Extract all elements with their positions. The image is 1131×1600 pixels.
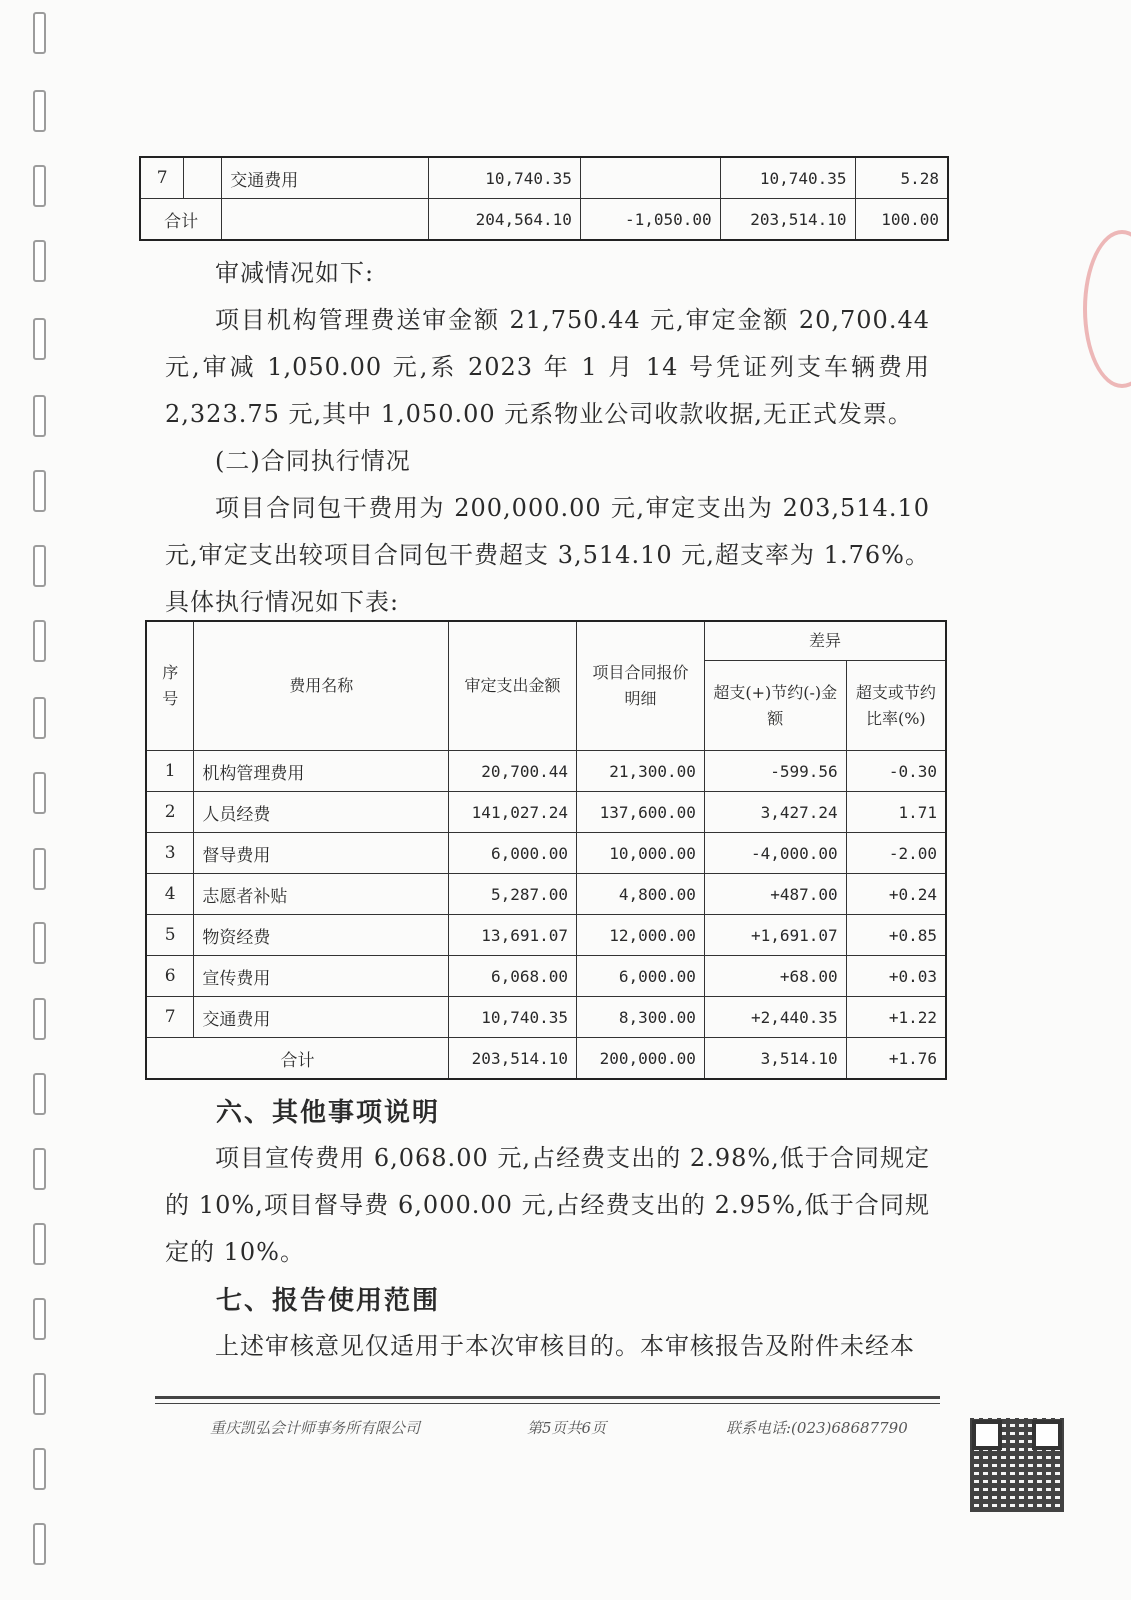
row-approved: 6,068.00 (449, 956, 577, 997)
section6-text: 项目宣传费用 6,068.00 元,占经费支出的 2.98%,低于合同规定的 10%,项目督导费 6,000.00 元,占经费支出的 2.95%,低于合同规定的 10%。 (165, 1144, 930, 1266)
row-diff: -4,000.00 (704, 833, 846, 874)
contract-execution-table (145, 620, 947, 1080)
table-row (140, 157, 948, 199)
header-diff: 差异 (704, 621, 946, 661)
table-row (146, 915, 946, 956)
row-name: 交通费用 (222, 157, 429, 199)
row-contract: 10,000.00 (577, 833, 705, 874)
row-approved: 5,287.00 (449, 874, 577, 915)
row-submitted: 10,740.35 (429, 157, 581, 199)
row-ratio: +0.85 (846, 915, 946, 956)
total-ratio: +1.76 (846, 1038, 946, 1080)
row-approved: 13,691.07 (449, 915, 577, 956)
footer-firm: 重庆凯弘会计师事务所有限公司 (210, 1419, 421, 1437)
table-row (146, 751, 946, 792)
row-no: 4 (146, 874, 194, 915)
total-label: 合计 (146, 1038, 449, 1080)
row-approved: 20,700.44 (449, 751, 577, 792)
table-header-row (146, 621, 946, 661)
reduction-intro: 审减情况如下: (215, 259, 375, 287)
row-contract: 6,000.00 (577, 956, 705, 997)
row-ratio: -2.00 (846, 833, 946, 874)
row-name: 人员经费 (194, 792, 449, 833)
row-name: 机构管理费用 (194, 751, 449, 792)
total-ratio: 100.00 (855, 199, 948, 241)
row-diff: +487.00 (704, 874, 846, 915)
row-contract: 12,000.00 (577, 915, 705, 956)
red-seal-stamp (1083, 230, 1131, 388)
binding-holes (33, 0, 47, 1600)
row-no: 7 (146, 997, 194, 1038)
header-no: 序号 (146, 621, 194, 751)
row-no: 1 (146, 751, 194, 792)
row-name: 志愿者补贴 (194, 874, 449, 915)
row-no: 5 (146, 915, 194, 956)
row-ratio: +0.24 (846, 874, 946, 915)
total-label: 合计 (140, 199, 222, 241)
total-approved: 203,514.10 (720, 199, 855, 241)
row-no: 3 (146, 833, 194, 874)
section7-text: 上述审核意见仅适用于本次审核目的。本审核报告及附件未经本 (215, 1332, 915, 1360)
row-contract: 21,300.00 (577, 751, 705, 792)
row-no: 6 (146, 956, 194, 997)
row-approved: 10,740.35 (449, 997, 577, 1038)
row-contract: 8,300.00 (577, 997, 705, 1038)
footer-phone: 联系电话:(023)68687790 (726, 1419, 908, 1437)
row-contract: 4,800.00 (577, 874, 705, 915)
row-ratio: +0.03 (846, 956, 946, 997)
total-diff: 3,514.10 (704, 1038, 846, 1080)
table-row (146, 997, 946, 1038)
contract-heading: (二)合同执行情况 (215, 447, 411, 475)
footer-divider (155, 1396, 940, 1399)
row-approved: 10,740.35 (720, 157, 855, 199)
header-contract: 项目合同报价明细 (577, 621, 705, 751)
total-contract: 200,000.00 (577, 1038, 705, 1080)
row-ratio: 1.71 (846, 792, 946, 833)
row-diff: +1,691.07 (704, 915, 846, 956)
row-no: 7 (140, 157, 184, 199)
row-approved: 141,027.24 (449, 792, 577, 833)
header-name: 费用名称 (194, 621, 449, 751)
row-name: 交通费用 (194, 997, 449, 1038)
footer-page: 第5页共6页 (527, 1419, 607, 1437)
table-row (146, 956, 946, 997)
row-diff: +2,440.35 (704, 997, 846, 1038)
row-ratio: +1.22 (846, 997, 946, 1038)
table-row-total (146, 1038, 946, 1080)
total-name (222, 199, 429, 241)
top-expense-table (139, 156, 949, 241)
table-row-total (140, 199, 948, 241)
row-diff: +68.00 (704, 956, 846, 997)
row-approved: 6,000.00 (449, 833, 577, 874)
total-reduced: -1,050.00 (580, 199, 720, 241)
row-reduced (580, 157, 720, 199)
row-diff: -599.56 (704, 751, 846, 792)
table-row (146, 792, 946, 833)
table-row (146, 833, 946, 874)
reduction-detail: 项目机构管理费送审金额 21,750.44 元,审定金额 20,700.44 元,审减 1,050.00 元,系 2023 年 1 月 14 号凭证列支车辆费用 2,323.75 元,其中 1,050.00 元系物业公司收款收据,无正式发票。 (165, 306, 930, 428)
total-approved: 203,514.10 (449, 1038, 577, 1080)
table-row (146, 874, 946, 915)
contract-text: 项目合同包干费用为 200,000.00 元,审定支出为 203,514.10 元,审定支出较项目合同包干费超支 3,514.10 元,超支率为 1.76%。具体执行情况如下表: (165, 494, 930, 616)
qr-code-icon (970, 1418, 1064, 1512)
section6-heading: 六、其他事项说明 (216, 1098, 441, 1128)
total-submitted: 204,564.10 (429, 199, 581, 241)
header-approved: 审定支出金额 (449, 621, 577, 751)
row-name: 宣传费用 (194, 956, 449, 997)
row-no: 2 (146, 792, 194, 833)
row-ratio: 5.28 (855, 157, 948, 199)
header-diff-ratio: 超支或节约比率(%) (846, 661, 946, 751)
row-ratio: -0.30 (846, 751, 946, 792)
section7-heading: 七、报告使用范围 (216, 1286, 441, 1316)
row-contract: 137,600.00 (577, 792, 705, 833)
header-diff-amount: 超支(+)节约(-)金额 (704, 661, 846, 751)
row-name: 督导费用 (194, 833, 449, 874)
row-name: 物资经费 (194, 915, 449, 956)
row-diff: 3,427.24 (704, 792, 846, 833)
